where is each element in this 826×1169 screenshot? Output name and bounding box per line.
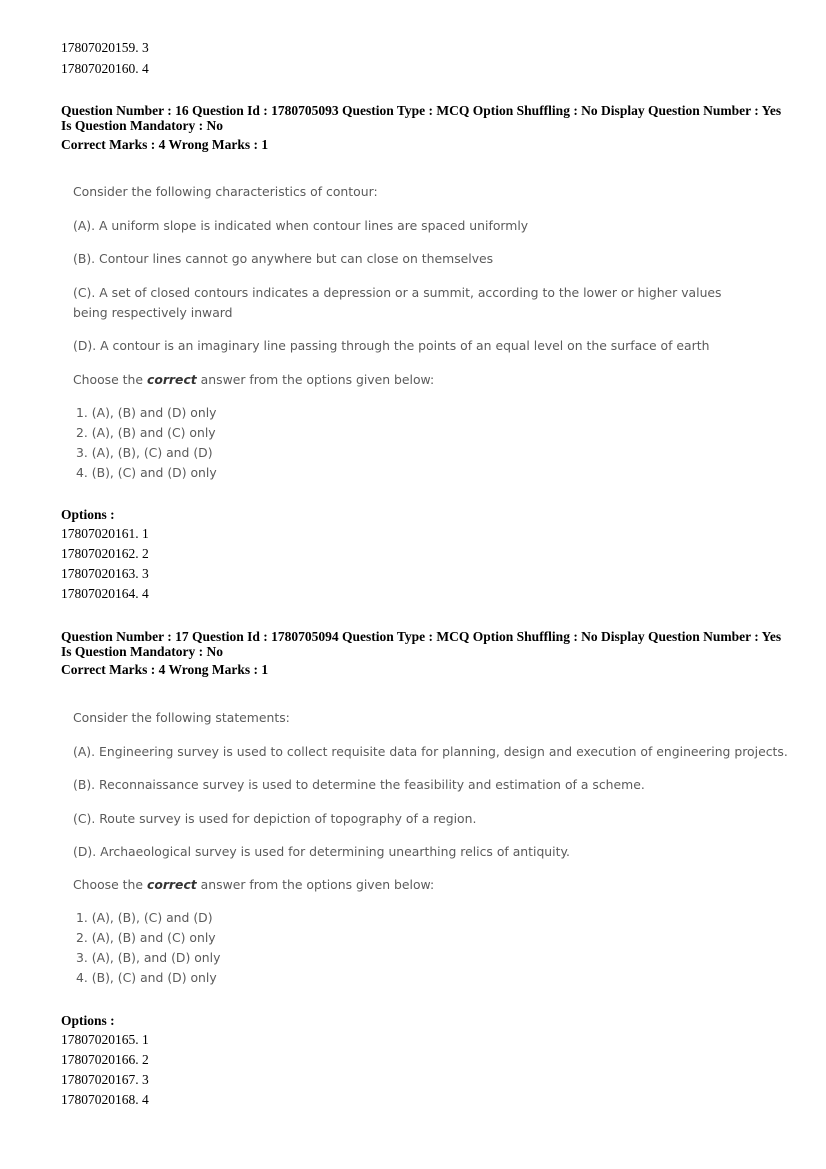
question-intro: Consider the following characteristics of contour: [73,184,378,199]
choice-4: 4. (B), (C) and (D) only [76,465,217,480]
choose-instruction [73,371,434,388]
choose-text: Choose the [73,877,147,892]
statement-c: (C). A set of closed contours indicates a depression or a summit, according to the lower or higher values being respectively inward [73,285,722,320]
question-mandatory: Is Question Mandatory : No [61,644,224,659]
option-line: 17807020161. 1 [61,526,149,541]
choice-2: 2. (A), (B) and (C) only [76,425,216,440]
option-line: 17807020159. 3 [61,40,149,55]
option-line: 17807020167. 3 [61,1072,149,1087]
options-label: Options : [61,1013,115,1028]
option-line: 17807020162. 2 [61,546,149,561]
question-header: Question Number : 17 Question Id : 1780705094 Question Type : MCQ Option Shuffling : No Display Question Number : Yes [61,629,782,644]
statement-d: (D). A contour is an imaginary line passing through the points of an equal level on the surface of earth [73,338,710,353]
statement-b: (B). Reconnaissance survey is used to determine the feasibility and estimation of a scheme. [73,777,645,792]
choice-3: 3. (A), (B), (C) and (D) [76,445,213,460]
options-label: Options : [61,507,115,522]
choose-emphasis: correct [146,877,197,892]
question-header: Question Number : 16 Question Id : 1780705093 Question Type : MCQ Option Shuffling : No Display Question Number : Yes [61,103,782,118]
choose-text: Choose the [73,372,147,387]
choose-instruction [73,876,434,893]
choose-text: answer from the options given below: [196,372,435,387]
statement-a: (A). Engineering survey is used to collect requisite data for planning, design and execution of engineering projects. [73,744,788,759]
choose-emphasis: correct [146,372,197,387]
choice-1: 1. (A), (B), (C) and (D) [76,910,213,925]
choose-text: answer from the options given below: [196,877,435,892]
choice-3: 3. (A), (B), and (D) only [76,950,221,965]
question-intro: Consider the following statements: [73,710,290,725]
option-line: 17807020163. 3 [61,566,149,581]
choice-4: 4. (B), (C) and (D) only [76,970,217,985]
question-marks: Correct Marks : 4 Wrong Marks : 1 [61,662,269,677]
question-marks: Correct Marks : 4 Wrong Marks : 1 [61,137,269,152]
option-line: 17807020166. 2 [61,1052,149,1067]
choice-2: 2. (A), (B) and (C) only [76,930,216,945]
statement-b: (B). Contour lines cannot go anywhere but can close on themselves [73,251,494,266]
option-line: 17807020160. 4 [61,61,149,76]
option-line: 17807020164. 4 [61,586,149,601]
option-line: 17807020165. 1 [61,1032,149,1047]
statement-c: (C). Route survey is used for depiction of topography of a region. [73,811,477,826]
statement-a: (A). A uniform slope is indicated when contour lines are spaced uniformly [73,218,529,233]
statement-d: (D). Archaeological survey is used for determining unearthing relics of antiquity. [73,844,570,859]
question-mandatory: Is Question Mandatory : No [61,118,224,133]
option-line: 17807020168. 4 [61,1092,149,1107]
choice-1: 1. (A), (B) and (D) only [76,405,217,420]
